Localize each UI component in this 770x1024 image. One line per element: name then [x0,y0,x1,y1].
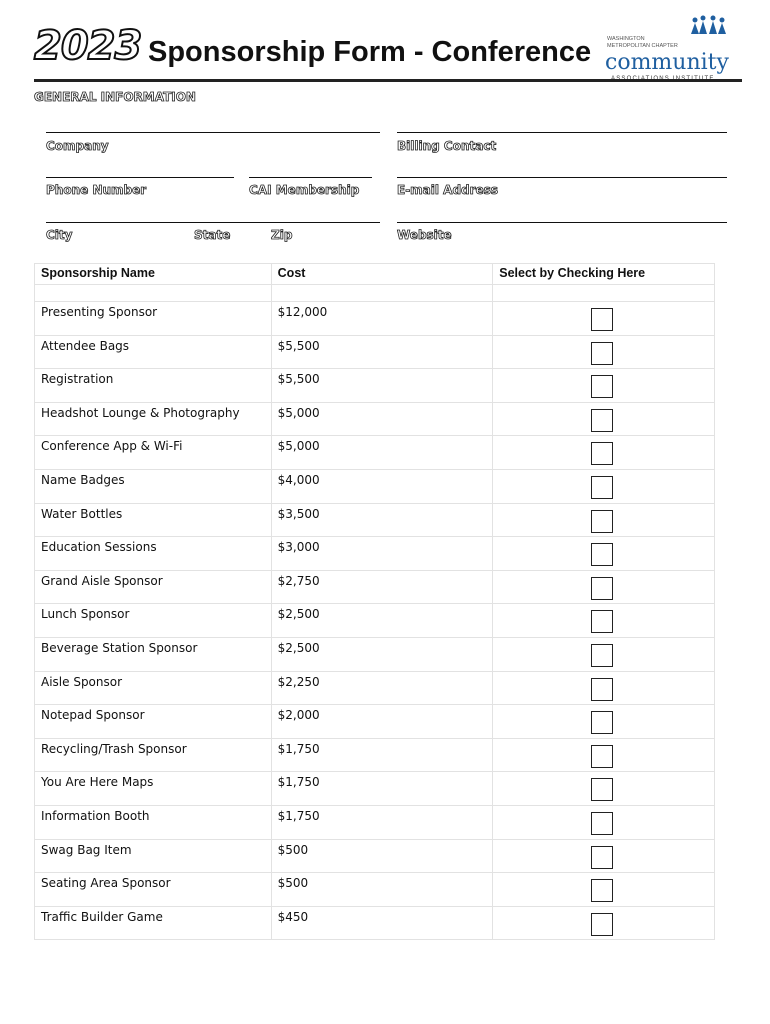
table-row [35,369,715,403]
select-cell [493,503,715,537]
table-row [35,873,715,907]
sponsorship-cost: $5,000 [271,436,493,470]
sponsorship-cost: $500 [271,839,493,873]
table-row [35,570,715,604]
cai-logo [605,14,730,74]
table-row [35,671,715,705]
select-cell [493,805,715,839]
sponsorship-name: Name Badges [35,469,272,503]
select-checkbox[interactable] [591,610,613,633]
sponsorship-name: You Are Here Maps [35,772,272,806]
select-cell [493,772,715,806]
logo-tagline: WASHINGTON METROPOLITAN CHAPTER [607,36,678,49]
sponsorship-name: Swag Bag Item [35,839,272,873]
sponsorship-cost: $2,500 [271,637,493,671]
company-label: Company [46,139,109,153]
select-checkbox[interactable] [591,510,613,533]
select-checkbox[interactable] [591,308,613,331]
select-checkbox[interactable] [591,678,613,701]
sponsorship-name: Attendee Bags [35,335,272,369]
table-row [35,537,715,571]
section-title: GENERAL INFORMATION [34,90,196,104]
sponsorship-name: Water Bottles [35,503,272,537]
sponsorship-cost: $5,500 [271,369,493,403]
table-row [35,604,715,638]
table-row [35,772,715,806]
table-header-row [35,264,715,285]
select-checkbox[interactable] [591,409,613,432]
select-cell [493,906,715,940]
sponsorship-name: Traffic Builder Game [35,906,272,940]
sponsorship-cost: $2,500 [271,604,493,638]
sponsorship-cost: $2,250 [271,671,493,705]
sponsorship-name: Headshot Lounge & Photography [35,402,272,436]
year-heading: 2023 [34,23,142,69]
sponsorship-cost: $1,750 [271,738,493,772]
email-label: E-mail Address [397,183,498,197]
table-row [35,738,715,772]
select-checkbox[interactable] [591,342,613,365]
sponsorship-name: Registration [35,369,272,403]
select-cell [493,469,715,503]
sponsorship-table [34,263,715,940]
select-cell [493,335,715,369]
sponsorship-name: Lunch Sponsor [35,604,272,638]
table-row [35,335,715,369]
header-divider [34,79,742,82]
sponsorship-cost: $4,000 [271,469,493,503]
select-checkbox[interactable] [591,812,613,835]
table-row [35,705,715,739]
select-checkbox[interactable] [591,442,613,465]
email-field[interactable] [397,177,727,178]
select-checkbox[interactable] [591,375,613,398]
select-checkbox[interactable] [591,577,613,600]
sponsorship-cost: $1,750 [271,772,493,806]
select-cell [493,738,715,772]
sponsorship-cost: $450 [271,906,493,940]
sponsorship-name: Seating Area Sponsor [35,873,272,907]
city-state-zip-field[interactable] [46,222,380,223]
select-cell [493,604,715,638]
website-field[interactable] [397,222,727,223]
select-cell [493,402,715,436]
table-spacer-row [35,285,715,302]
select-cell [493,436,715,470]
sponsorship-name: Information Booth [35,805,272,839]
sponsorship-name: Education Sessions [35,537,272,571]
select-checkbox[interactable] [591,711,613,734]
sponsorship-cost: $3,500 [271,503,493,537]
sponsorship-cost: $12,000 [271,302,493,336]
sponsorship-name: Aisle Sponsor [35,671,272,705]
table-row [35,637,715,671]
sponsorship-name: Presenting Sponsor [35,302,272,336]
sponsorship-cost: $5,000 [271,402,493,436]
sponsorship-name: Beverage Station Sponsor [35,637,272,671]
select-cell [493,839,715,873]
phone-field[interactable] [46,177,234,178]
column-header-cost: Cost [271,264,493,285]
select-cell [493,671,715,705]
table-row [35,436,715,470]
page-title: Sponsorship Form - Conference [148,36,592,68]
sponsorship-name: Notepad Sponsor [35,705,272,739]
select-checkbox[interactable] [591,778,613,801]
select-cell [493,705,715,739]
select-checkbox[interactable] [591,846,613,869]
select-checkbox[interactable] [591,879,613,902]
column-header-select: Select by Checking Here [493,264,715,285]
select-cell [493,369,715,403]
sponsorship-name: Grand Aisle Sponsor [35,570,272,604]
city-label: City [46,228,73,242]
cai-membership-field[interactable] [249,177,372,178]
select-cell [493,302,715,336]
table-row [35,839,715,873]
website-label: Website [397,228,452,242]
sponsorship-name: Recycling/Trash Sponsor [35,738,272,772]
select-cell [493,637,715,671]
select-cell [493,537,715,571]
table-row [35,906,715,940]
logo-wordmark: community [605,50,729,75]
select-checkbox[interactable] [591,745,613,768]
billing-contact-field[interactable] [397,132,727,133]
form-header [0,0,770,82]
state-label: State [194,228,231,242]
cai-membership-label: CAI Membership [249,183,360,197]
sponsorship-cost: $2,750 [271,570,493,604]
table-row [35,402,715,436]
phone-label: Phone Number [46,183,147,197]
people-icon [689,14,729,36]
select-cell [493,570,715,604]
zip-label: Zip [271,228,293,242]
table-row [35,503,715,537]
sponsorship-cost: $5,500 [271,335,493,369]
select-checkbox[interactable] [591,913,613,936]
company-field[interactable] [46,132,380,133]
table-row [35,805,715,839]
column-header-name: Sponsorship Name [35,264,272,285]
sponsorship-name: Conference App & Wi-Fi [35,436,272,470]
table-row [35,469,715,503]
select-checkbox[interactable] [591,476,613,499]
sponsorship-cost: $3,000 [271,537,493,571]
sponsorship-cost: $2,000 [271,705,493,739]
sponsorship-cost: $1,750 [271,805,493,839]
sponsorship-cost: $500 [271,873,493,907]
table-row [35,302,715,336]
select-checkbox[interactable] [591,543,613,566]
select-cell [493,873,715,907]
select-checkbox[interactable] [591,644,613,667]
billing-contact-label: Billing Contact [397,139,497,153]
